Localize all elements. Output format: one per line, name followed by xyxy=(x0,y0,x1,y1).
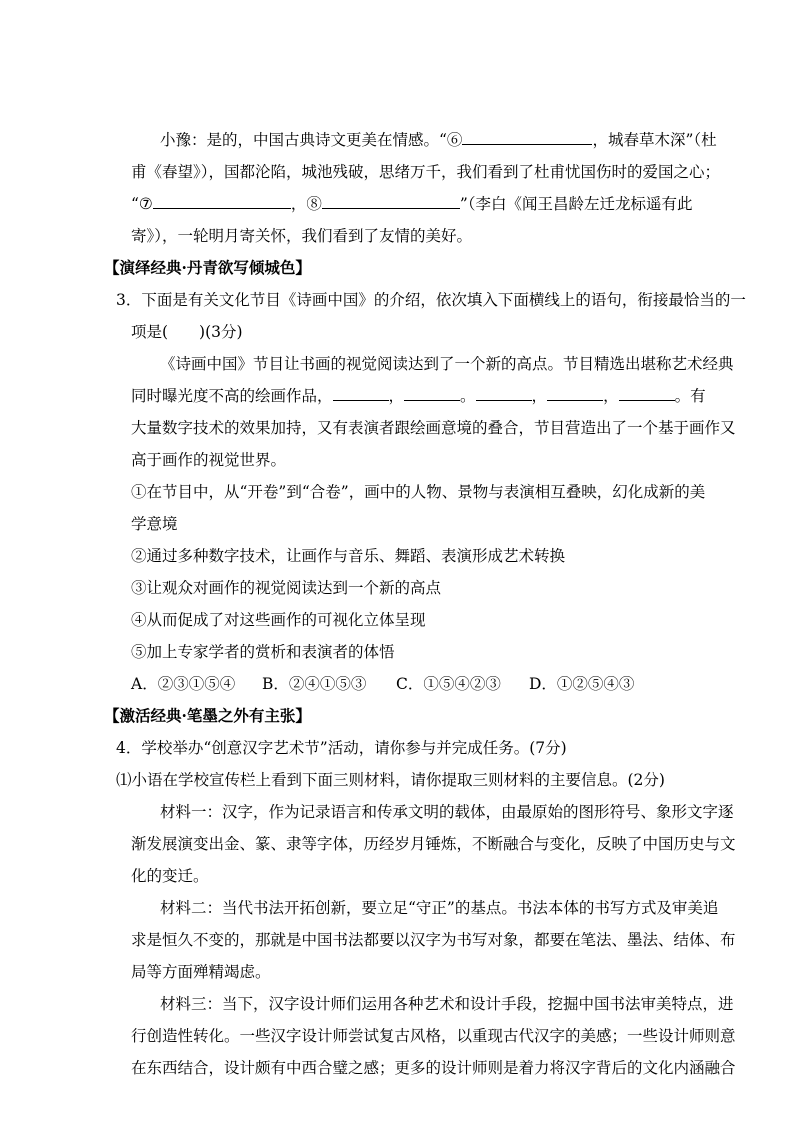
blank-3[interactable] xyxy=(476,386,532,401)
q3-line-1: 3．下面是有关文化节目《诗画中国》的介绍，依次填入下面横线上的语句，衔接最恰当的一 xyxy=(116,291,746,309)
intro-line-1: 小豫：是的，中国古典诗文更美在情感。“⑥ ，城春草木深”（杜 xyxy=(160,131,717,149)
q3-option-1-line-1: ①在节目中，从“开卷”到“合卷”，画中的人物、景物与表演相互叠映，幻化成新的美 xyxy=(131,483,706,501)
material-2-line-3: 局等方面殚精竭虑。 xyxy=(131,963,271,981)
q3-choice-a[interactable]: A．②③①⑤④ xyxy=(131,675,236,693)
q3-option-2: ②通过多种数字技术，让画作与音乐、舞蹈、表演形成艺术转换 xyxy=(131,547,566,565)
blank-7[interactable] xyxy=(153,194,291,209)
q3-passage-line-1: 《诗画中国》节目让书画的视觉阅读达到了一个新的高点。节目精选出堪称艺术经典 xyxy=(160,355,734,373)
blank-6[interactable] xyxy=(462,130,592,145)
q3-passage-line-4: 高于画作的视觉世界。 xyxy=(131,451,287,469)
section3-header: 【演绎经典·丹青欲写倾城色】 xyxy=(104,258,311,277)
q3-choice-d[interactable]: D．①②⑤④③ xyxy=(529,675,635,693)
q4-prompt: 4．学校举办“创意汉字艺术节”活动，请你参与并完成任务。(7分) xyxy=(116,739,567,757)
material-2-line-2: 求是恒久不变的，那就是中国书法都要以汉字为书写对象，都要在笔法、墨法、结体、布 xyxy=(131,931,736,949)
q3-line-2: 项是( )(3分) xyxy=(131,323,243,341)
blank-4[interactable] xyxy=(547,386,603,401)
q3-passage-line-3: 大量数字技术的效果加持，又有表演者跟绘画意境的叠合，节目营造出了一个基于画作又 xyxy=(131,419,736,437)
section4-header: 【激活经典·笔墨之外有主张】 xyxy=(104,706,311,725)
blank-5[interactable] xyxy=(619,386,675,401)
material-3-line-3: 在东西结合，设计颇有中西合璧之感；更多的设计师则是着力将汉字背后的文化内涵融合 xyxy=(131,1059,736,1077)
material-1-line-1: 材料一：汉字，作为记录语言和传承文明的载体，由最原始的图形符号、象形文字逐 xyxy=(160,803,734,821)
blank-2[interactable] xyxy=(404,386,460,401)
q3-option-3: ③让观众对画作的视觉阅读达到一个新的高点 xyxy=(131,579,442,597)
blank-1[interactable] xyxy=(333,386,389,401)
q3-passage-line-2: 同时曝光度不高的绘画作品， ， 。 ， ， 。有 xyxy=(131,387,706,405)
material-1-line-3: 化的变迁。 xyxy=(131,867,209,885)
q3-option-1-line-2: 学意境 xyxy=(131,515,178,533)
q3-choice-c[interactable]: C．①⑤④②③ xyxy=(396,675,501,693)
material-2-line-1: 材料二：当代书法开拓创新，要立足“守正”的基点。书法本体的书写方式及审美追 xyxy=(160,899,719,917)
intro-line-3: “⑦ ，⑧ ”（李白《闻王昌龄左迁龙标遥有此 xyxy=(131,195,693,213)
material-1-line-2: 渐发展演变出金、篆、隶等字体，历经岁月锤炼，不断融合与变化，反映了中国历史与文 xyxy=(131,835,736,853)
q3-option-5: ⑤加上专家学者的赏析和表演者的体悟 xyxy=(131,643,395,661)
material-3-line-2: 行创造性转化。一些汉字设计师尝试复古风格，以重现古代汉字的美感；一些设计师则意 xyxy=(131,1027,736,1045)
material-3-line-1: 材料三：当下，汉字设计师们运用各种艺术和设计手段，挖掘中国书法审美特点，进 xyxy=(160,995,734,1013)
q3-choice-b[interactable]: B．②④①⑤③ xyxy=(262,675,367,693)
blank-8[interactable] xyxy=(322,194,460,209)
intro-line-2: 甫《春望》），国都沦陷，城池残破，思绪万千，我们看到了杜甫忧国伤时的爱国之心； xyxy=(131,163,721,181)
q4-sub1: ⑴小语在学校宣传栏上看到下面三则材料，请你提取三则材料的主要信息。(2分) xyxy=(116,771,665,789)
intro-line-4: 寄》），一轮明月寄关怀，我们看到了友情的美好。 xyxy=(131,227,473,245)
q3-option-4: ④从而促成了对这些画作的可视化立体呈现 xyxy=(131,611,426,629)
